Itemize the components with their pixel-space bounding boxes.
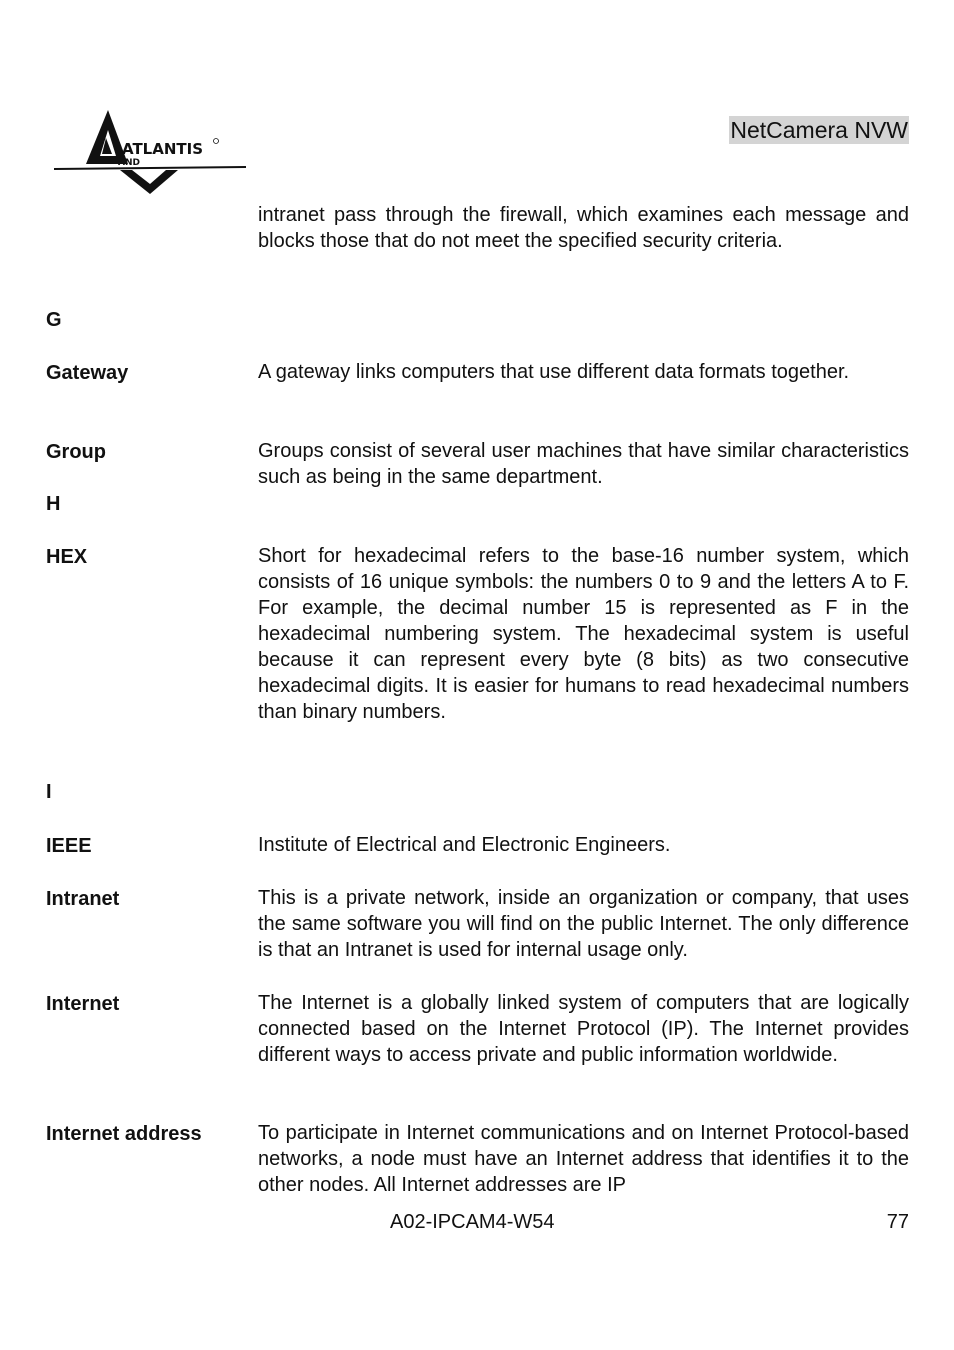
definition-gateway: A gateway links computers that use different data formats together. [258,361,850,383]
page-number: 77 [886,1211,909,1233]
term-hex: HEX [46,546,88,568]
definition-internet: The Internet is a globally linked system of computers that are logically connected based on the Internet Protocol (IP). The Internet provides different ways to access private and public information worldwide. [258,992,909,1066]
section-letter-i: I [46,781,52,803]
definition-internet-address: To participate in Internet communications and on Internet Protocol-based networks, a node must have an Internet address that identifies it to the other nodes. All Internet addresses are IP [258,1122,909,1196]
term-internet: Internet [46,993,120,1015]
term-ieee: IEEE [46,835,92,857]
logo-subtext: AND [118,158,140,168]
term-internet-address: Internet address [46,1123,202,1145]
definition-group: Groups consist of several user machines that have similar characteristics such as being in the same department. [258,440,909,488]
term-gateway: Gateway [46,362,129,384]
section-letter-h: H [46,493,61,515]
definition-ieee: Institute of Electrical and Electronic Engineers. [258,834,671,856]
definition-hex: Short for hexadecimal refers to the base-16 number system, which consists of 16 unique symbols: the numbers 0 to 9 and the letters A to F. For example, the decimal number 15 is represented as F in the hexadecimal numbering system. The hexadecimal system is useful because it can represent every byte (8 bits) as two consecutive hexadecimal digits. It is easier for humans to read hexadecimal numbers than binary numbers. [258,545,909,723]
intro-paragraph: intranet pass through the firewall, which examines each message and blocks those that do not meet the specified security criteria. [258,204,909,252]
term-group: Group [46,441,106,463]
section-letter-g: G [46,309,62,331]
footer-model: A02-IPCAM4-W54 [390,1211,555,1233]
logo-text: ATLANTIS [122,140,204,158]
definition-intranet: This is a private network, inside an organization or company, that uses the same software you will find on the public Internet. The only difference is that an Intranet is used for internal usage only. [258,887,909,961]
term-intranet: Intranet [46,888,120,910]
product-title: NetCamera NVW [730,117,908,143]
atlantis-logo [50,108,250,200]
